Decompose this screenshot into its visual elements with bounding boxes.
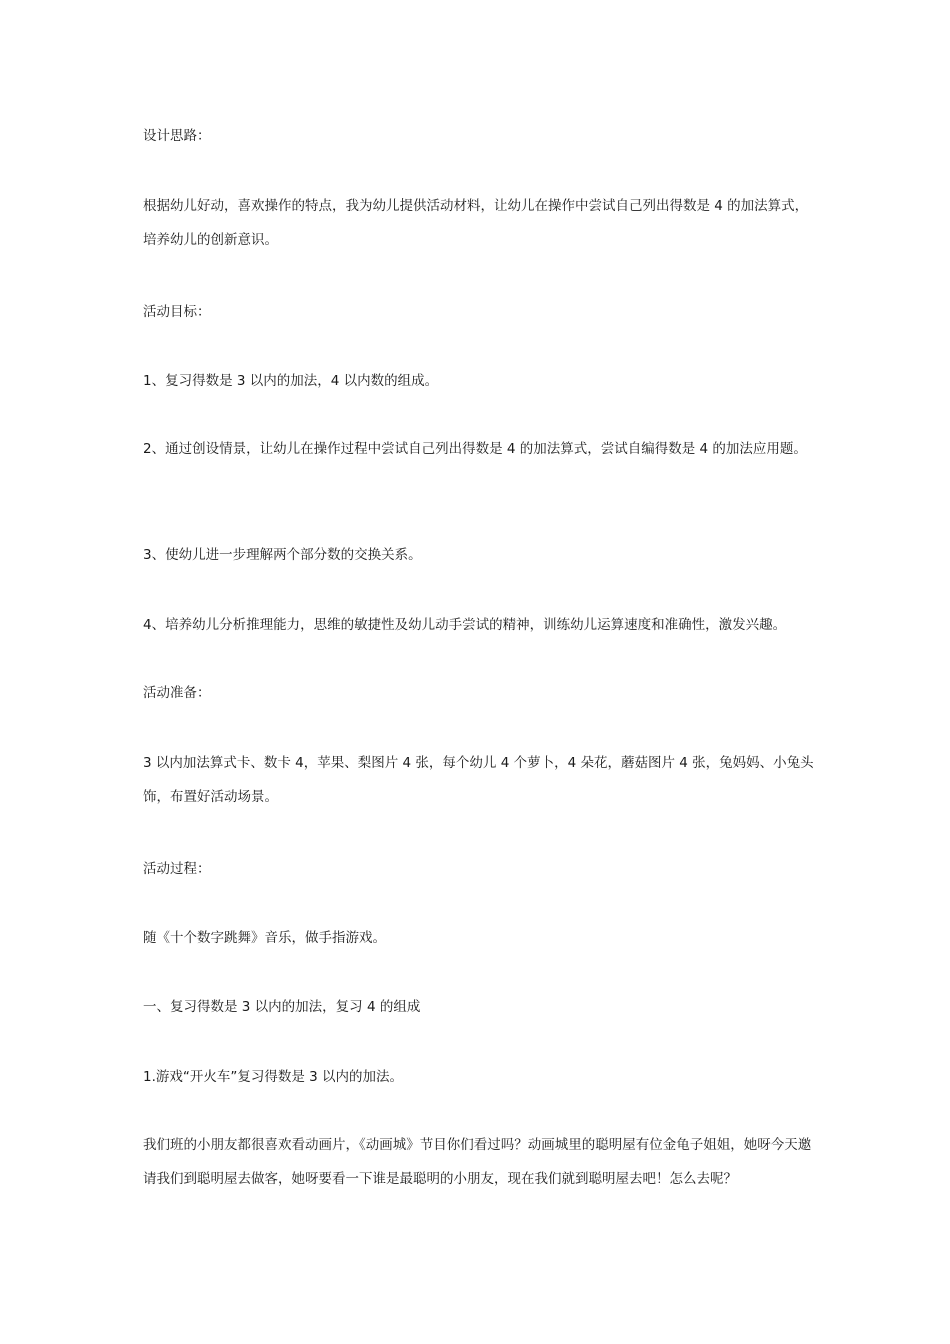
paragraph-design-idea: 根据幼儿好动，喜欢操作的特点，我为幼儿提供活动材料，让幼儿在操作中尝试自己列出得数是 4 的加法算式，培养幼儿的创新意识。 [143, 198, 809, 248]
goal-item-1: 1、复习得数是 3 以内的加法，4 以内数的组成。 [143, 373, 439, 389]
paragraph-story-intro: 我们班的小朋友都很喜欢看动画片，《动画城》节目你们看过吗？动画城里的聪明屋有位金龟子姐姐，她呀今天邀请我们到聪明屋去做客，她呀要看一下谁是最聪明的小朋友，现在我们就到聪明屋去吧！怎么去呢？ [143, 1137, 812, 1187]
goal-item-2: 2、通过创设情景，让幼儿在操作过程中尝试自己列出得数是 4 的加法算式，尝试自编得数是 4 的加法应用题。 [143, 441, 807, 457]
paragraph-warmup: 随《十个数字跳舞》音乐，做手指游戏。 [143, 930, 386, 946]
heading-activity-goals: 活动目标： [143, 304, 211, 320]
step-one-heading: 1.游戏“开火车”复习得数是 3 以内的加法。 [143, 1069, 404, 1085]
heading-activity-process: 活动过程： [143, 861, 211, 877]
goal-item-3: 3、使幼儿进一步理解两个部分数的交换关系。 [143, 547, 422, 563]
goal-item-4: 4、培养幼儿分析推理能力，思维的敏捷性及幼儿动手尝试的精神，训练幼儿运算速度和准确性，激发兴趣。 [143, 617, 787, 633]
section-one-heading: 一、复习得数是 3 以内的加法，复习 4 的组成 [143, 999, 421, 1015]
paragraph-activity-preparation: 3 以内加法算式卡、数卡 4，苹果、梨图片 4 张，每个幼儿 4 个萝卜，4 朵花，蘑菇图片 4 张，兔妈妈、小兔头饰，布置好活动场景。 [143, 755, 814, 805]
heading-design-idea: 设计思路： [143, 128, 211, 144]
heading-activity-preparation: 活动准备： [143, 685, 211, 701]
